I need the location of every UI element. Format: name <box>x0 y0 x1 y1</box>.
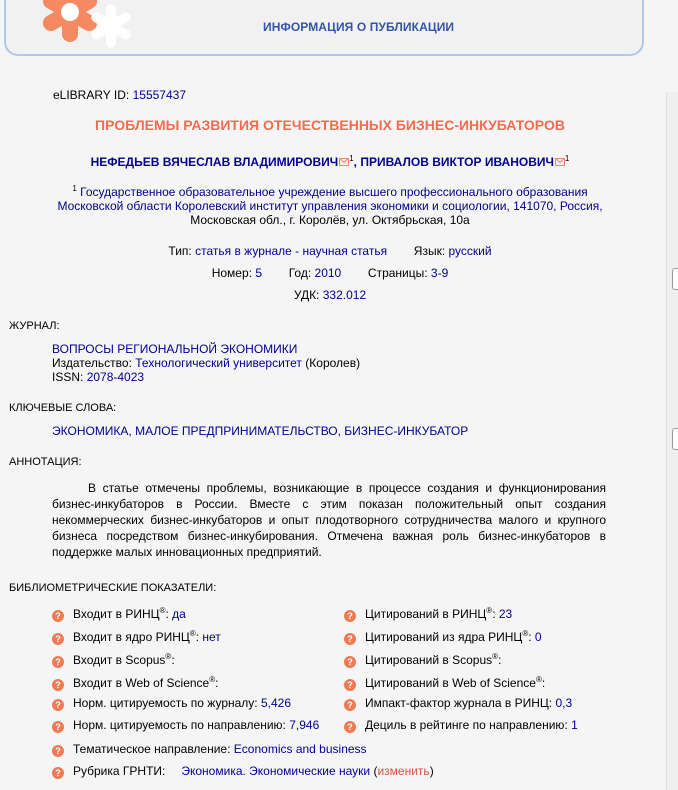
rubric-row <box>52 764 434 780</box>
header-title: ИНФОРМАЦИЯ О ПУБЛИКАЦИИ <box>263 20 455 34</box>
metric-row <box>344 696 572 712</box>
rubric-change-close: ) <box>429 764 434 778</box>
journal-heading: ЖУРНАЛ: <box>9 320 60 332</box>
sidebar-toggle-top[interactable] <box>672 268 678 290</box>
help-icon[interactable]: ? <box>344 610 356 622</box>
metric-row <box>344 652 501 668</box>
issn-value: 2078-4023 <box>86 370 145 384</box>
author-affiliation-ref: 1 <box>349 154 354 163</box>
topic-row <box>52 742 367 758</box>
annotation-heading: АННОТАЦИЯ: <box>9 456 82 468</box>
registered-mark: ® <box>159 606 166 615</box>
metric-label: Входит в ядро РИНЦ <box>73 630 190 644</box>
flower-decoration-icon <box>92 4 130 48</box>
year-value: 2010 <box>314 266 342 280</box>
email-icon[interactable] <box>339 158 349 166</box>
sidebar-toggle-bottom[interactable] <box>672 428 678 450</box>
metric-separator: : <box>195 630 203 644</box>
metric-row <box>52 629 221 645</box>
metric-row <box>52 718 319 734</box>
udk-row <box>0 288 660 302</box>
type-value: статья в журнале - научная статья <box>195 244 388 258</box>
metric-row <box>52 606 186 622</box>
metric-value[interactable]: да <box>172 607 186 621</box>
authors-line: НЕФЕДЬЕВ ВЯЧЕСЛАВ ВЛАДИМИРОВИЧ $^1$, ПРИВАЛОВ ВИКТОР ИВАНОВИЧ $^1$ <box>90 154 570 169</box>
registered-mark: ® <box>209 675 216 684</box>
metric-separator: : <box>528 630 535 644</box>
publication-title: ПРОБЛЕМЫ РАЗВИТИЯ ОТЕЧЕСТВЕННЫХ БИЗНЕС-ИНКУБАТОРОВ <box>95 117 565 133</box>
elibrary-id-value: 15557437 <box>132 88 186 102</box>
author-link[interactable]: НЕФЕДЬЕВ ВЯЧЕСЛАВ ВЛАДИМИРОВИЧ <box>90 155 339 169</box>
journal-block <box>52 342 360 384</box>
help-icon[interactable]: ? <box>52 633 64 645</box>
metric-row <box>52 652 175 668</box>
metric-value[interactable]: 23 <box>498 607 513 621</box>
metric-label: Входит в Web of Science <box>73 676 210 690</box>
affiliation-address: Московская обл., г. Королёв, ул. Октябрьская, 10а <box>190 213 470 227</box>
author-affiliation-ref: 1 <box>564 154 570 163</box>
metric-separator: : <box>498 653 502 667</box>
number-value[interactable]: 5 <box>255 266 263 280</box>
publisher-link[interactable]: Технологический университет <box>135 356 302 370</box>
metric-row <box>344 675 545 691</box>
metric-label: Норм. цитируемость по направлению: <box>73 718 286 732</box>
rubric-change-link[interactable]: изменить <box>377 764 430 778</box>
metric-label: Цитирований в Scopus <box>365 653 493 667</box>
registered-mark: ® <box>165 652 172 661</box>
topic-label: Тематическое направление: <box>73 742 231 756</box>
registered-mark: ® <box>492 652 499 661</box>
metric-label: Цитирований в РИНЦ <box>365 607 487 621</box>
metric-label: Норм. цитируемость по журналу: <box>73 696 258 710</box>
registered-mark: ® <box>486 606 493 615</box>
metric-row <box>52 675 218 691</box>
language-value: русский <box>448 244 492 258</box>
metric-row <box>344 629 542 645</box>
type-label: Тип: <box>168 244 192 258</box>
help-icon[interactable]: ? <box>344 656 356 668</box>
metric-separator: : <box>492 607 499 621</box>
help-icon[interactable]: ? <box>52 610 64 622</box>
help-icon[interactable]: ? <box>52 679 64 691</box>
metric-value[interactable]: 0 <box>534 630 542 644</box>
registered-mark: ® <box>522 629 529 638</box>
elibrary-id-label: eLIBRARY ID: <box>53 88 130 102</box>
metric-value[interactable]: 7,946 <box>289 718 320 732</box>
help-icon[interactable]: ? <box>52 721 64 733</box>
topic-link[interactable]: Economics and business <box>233 742 367 756</box>
metric-label: Импакт-фактор журнала в РИНЦ: <box>365 696 553 710</box>
affiliation-block <box>0 182 660 227</box>
publisher-city: (Королев) <box>305 356 361 370</box>
metric-label: Входит в РИНЦ <box>73 607 160 621</box>
metric-row <box>344 606 512 622</box>
help-icon[interactable]: ? <box>52 656 64 668</box>
keywords-list <box>52 424 468 438</box>
metric-row <box>344 718 578 734</box>
metric-separator: : <box>541 676 546 690</box>
rubric-change-open: ( <box>373 764 378 778</box>
help-icon[interactable]: ? <box>344 679 356 691</box>
number-label: Номер: <box>211 266 252 280</box>
udk-value: 332.012 <box>322 288 367 302</box>
registered-mark: ® <box>535 675 542 684</box>
journal-link[interactable]: ВОПРОСЫ РЕГИОНАЛЬНОЙ ЭКОНОМИКИ <box>52 342 298 356</box>
metric-separator: : <box>171 653 175 667</box>
issue-row <box>0 266 660 280</box>
help-icon[interactable]: ? <box>344 699 356 711</box>
help-icon[interactable]: ? <box>52 767 64 779</box>
issn-label: ISSN: <box>52 370 84 384</box>
help-icon[interactable]: ? <box>52 699 64 711</box>
pages-value: 3-9 <box>430 266 449 280</box>
rubric-label: Рубрика ГРНТИ: <box>73 764 166 778</box>
affiliation-line[interactable]: Государственное образовательное учреждение высшего профессионального образования <box>80 185 588 199</box>
bibliometrics-heading: БИБЛИОМЕТРИЧЕСКИЕ ПОКАЗАТЕЛИ: <box>9 582 217 594</box>
metric-separator: : <box>165 607 173 621</box>
metric-value[interactable]: нет <box>202 630 221 644</box>
metric-label: Цитирований из ядра РИНЦ <box>365 630 523 644</box>
metric-label: Дециль в рейтинге по направлению: <box>365 718 568 732</box>
help-icon[interactable]: ? <box>52 745 64 757</box>
type-language-row <box>0 244 660 258</box>
affiliation-line[interactable]: Московской области Королевский институт управления экономики и социологии, 141070, Россия, <box>57 199 603 213</box>
help-icon[interactable]: ? <box>344 633 356 645</box>
metric-row <box>52 696 291 712</box>
page-header <box>4 0 644 56</box>
metric-value[interactable]: 1 <box>571 718 578 732</box>
rubric-link[interactable]: Экономика. Экономические науки <box>181 764 371 778</box>
keywords-heading: КЛЮЧЕВЫЕ СЛОВА: <box>9 402 117 414</box>
metric-value[interactable]: 5,426 <box>260 696 292 710</box>
registered-mark: ® <box>189 629 196 638</box>
metric-label: Входит в Scopus <box>73 653 166 667</box>
udk-label: УДК: <box>293 288 320 302</box>
metric-separator: : <box>215 676 219 690</box>
author-link[interactable]: ПРИВАЛОВ ВИКТОР ИВАНОВИЧ <box>360 155 554 169</box>
year-label: Год: <box>288 266 312 280</box>
help-icon[interactable]: ? <box>344 721 356 733</box>
annotation-text: В статье отмечены проблемы, возникающие в процессе создания и функционирования бизнес-инкубаторов в России. Вместе с этим показан положительный опыт создания некоммерческих бизнес-инкубаторов и опыт плодотворного сотрудничества малого и крупного бизнеса посредством бизнес-инкубирования. Отмечена важная роль бизнес-инкубаторов в поддержке малых инновационных предприятий. <box>52 481 606 559</box>
language-label: Язык: <box>413 244 446 258</box>
affiliation-ref: 1 <box>72 184 77 193</box>
pages-label: Страницы: <box>367 266 428 280</box>
keywords-link[interactable]: ЭКОНОМИКА, МАЛОЕ ПРЕДПРИНИМАТЕЛЬСТВО, БИЗНЕС-ИНКУБАТОР <box>52 424 469 438</box>
email-icon[interactable] <box>555 158 565 166</box>
metric-label: Цитирований в Web of Science <box>365 676 536 690</box>
publisher-label: Издательство: <box>52 356 132 370</box>
metric-value[interactable]: 0,3 <box>555 696 573 710</box>
elibrary-id-row <box>53 88 186 102</box>
